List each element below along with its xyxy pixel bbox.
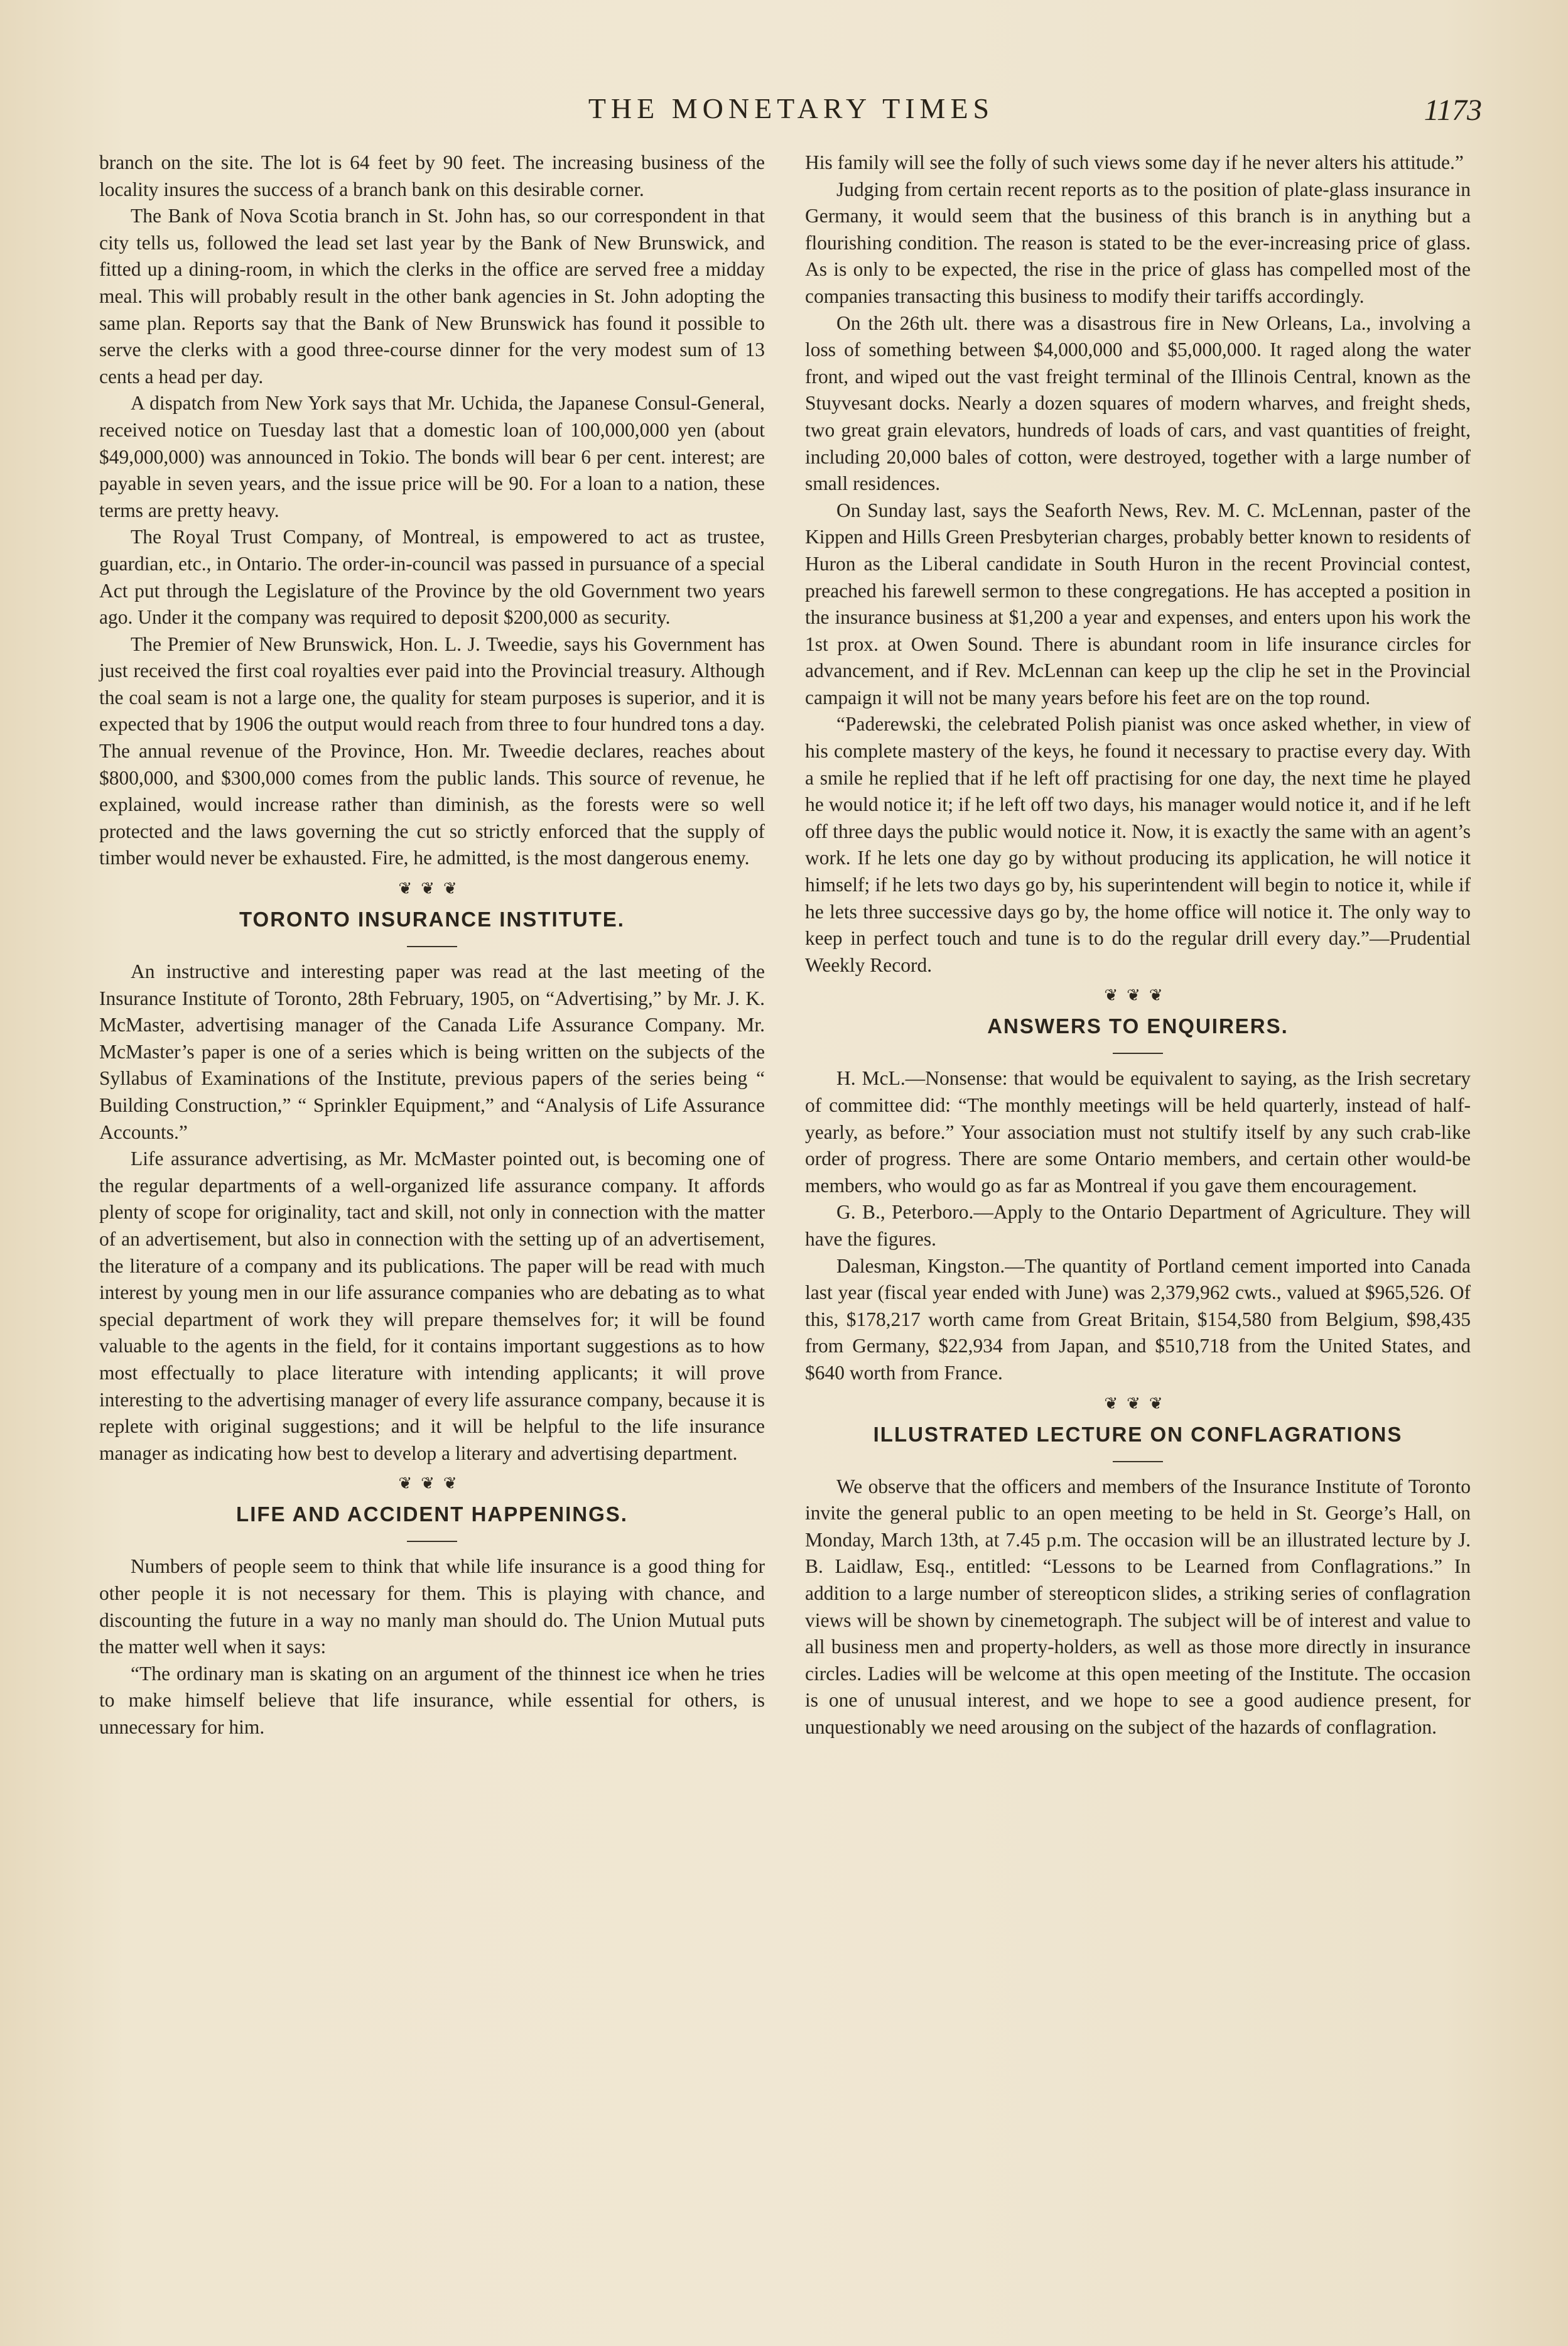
section-separator-ornament: ❦❦❦ bbox=[398, 879, 466, 898]
section-separator-ornament: ❦❦❦ bbox=[1104, 1394, 1172, 1413]
heading-rule bbox=[407, 946, 457, 947]
section-heading-life-accident: LIFE AND ACCIDENT HAPPENINGS. bbox=[236, 1502, 628, 1526]
article-paragraph: Judging from certain recent reports as to the position of plate-glass insurance in Germany, it would seem that the business of this branch is in anything but a flourishing condition. The reason is stated to be the ever-increasing price of glass. As is only to be expected, the rise in the price of glass has compelled most of the companies transacting this business to modify their tariffs accordingly. bbox=[805, 178, 1471, 307]
article-paragraph: branch on the site. The lot is 64 feet by 90 feet. The increasing business of the locality insures the success of a branch bank on this desirable corner. bbox=[99, 151, 765, 200]
article-paragraph: The Bank of Nova Scotia branch in St. John has, so our correspondent in that city tells us, followed the lead set last year by the Bank of New Brunswick, and fitted up a dining-room, in which the clerks in the office are served free a midday meal. This will probably result in the other bank agencies in St. John adopting the same plan. Reports say that the Bank of New Brunswick has found it possible to serve the clerks with a good three-course dinner for the very modest sum of 13 cents a head per day. bbox=[99, 205, 765, 388]
section-separator-ornament: ❦❦❦ bbox=[398, 1474, 466, 1493]
heading-rule bbox=[1113, 1053, 1163, 1054]
publication-title: THE MONETARY TIMES bbox=[588, 92, 995, 124]
article-paragraph: “The ordinary man is skating on an argument of the thinnest ice when he tries to make himself believe that life insurance, while essential for others, is unnecessary for him. bbox=[99, 1662, 765, 1738]
article-paragraph: Dalesman, Kingston.—The quantity of Portland cement imported into Canada last year (fiscal year ended with June) was 2,379,962 cwts., valued at $965,526. Of this, $178,217 worth came from Great Britain, $154,580 from Belgium, $98,435 from Germany, $22,934 from Japan, and $510,718 from the United States, and $640 worth from France. bbox=[805, 1254, 1471, 1384]
article-paragraph: G. B., Peterboro.—Apply to the Ontario Department of Agriculture. They will have the figures. bbox=[805, 1201, 1471, 1250]
article-paragraph: An instructive and interesting paper was read at the last meeting of the Insurance Institute of Toronto, 28th February, 1905, on “Advertising,” by Mr. J. K. McMaster, advertising manager of the Canada Life Assurance Company. Mr. McMaster’s paper is one of a series which is being written on the subjects of the Syllabus of Examinations of the Institute, previous papers of the series being “ Building Construction,” “ Sprinkler Equipment,” and “Analysis of Life Assurance Accounts.” bbox=[99, 960, 765, 1143]
article-paragraph: Numbers of people seem to think that while life insurance is a good thing for other people it is not necessary for them. This is playing with chance, and discounting the future in a way no manly man should do. The Union Mutual puts the matter well when it says: bbox=[99, 1555, 765, 1658]
section-separator-ornament: ❦❦❦ bbox=[1104, 986, 1172, 1005]
article-paragraph: The Premier of New Brunswick, Hon. L. J. Tweedie, says his Government has just received the first coal royalties ever paid into the Provincial treasury. Although the coal seam is not a large one, the quality for steam purposes is superior, and it is expected that by 1906 the output would reach from three to four hundred tons a day. The annual revenue of the Province, Hon. Mr. Tweedie declares, reaches about $800,000, and $300,000 comes from the public lands. This source of revenue, he explained, would increase rather than diminish, as the forests were so well protected and the laws governing the cut so strictly enforced that the supply of timber would never be exhausted. Fire, he admitted, is the most dangerous enemy. bbox=[99, 633, 765, 869]
article-paragraph: On Sunday last, says the Seaforth News, Rev. M. C. McLennan, paster of the Kippen and Hills Green Presbyterian charges, probably better known to residents of Huron as the Liberal candidate in South Huron in the recent Provincial contest, preached his farewell sermon to these congregations. He has accepted a position in the insurance business at $1,200 a year and expenses, and enters upon his work the 1st prox. at Owen Sound. There is abundant room in life insurance circles for advancement, and if Rev. McLennan can keep up the clip he set in the Provincial campaign it will not be many years before his feet are on the top round. bbox=[805, 499, 1471, 709]
article-paragraph: His family will see the folly of such views some day if he never alters his attitude.” bbox=[805, 151, 1464, 173]
left-column bbox=[99, 149, 765, 1740]
article-paragraph: The Royal Trust Company, of Montreal, is empowered to act as trustee, guardian, etc., in Ontario. The order-in-council was passed in pursuance of a special Act put through the Legislature of the Province by the old Government two years ago. Under it the company was required to deposit $200,000 as security. bbox=[99, 526, 765, 629]
masthead bbox=[100, 85, 1482, 142]
heading-rule bbox=[407, 1541, 457, 1542]
page-number: 1173 bbox=[1424, 94, 1482, 127]
article-paragraph: Life assurance advertising, as Mr. McMaster pointed out, is becoming one of the regular departments of a well-organized life assurance company. It affords plenty of scope for originality, tact and skill, not only in connection with the matter of an advertisement, but also in connection with the setting up of an advertisement, the literature of a company and its publications. The paper will be read with much interest by young men in our life assurance companies who are debating as to what special department of work they will prepare themselves for; it will be found valuable to the agents in the field, for it contains important suggestions as to how most effectually to place literature with intending applicants; it will prove interesting to the advertising manager of every life assurance company, because it is replete with original suggestions; and it will be helpful to the life insurance manager as indicating how best to develop a literary and advertising department. bbox=[99, 1148, 765, 1464]
section-heading-toronto-insurance-institute: TORONTO INSURANCE INSTITUTE. bbox=[239, 908, 625, 931]
article-paragraph: H. McL.—Nonsense: that would be equivalent to saying, as the Irish secretary of committee did: “The monthly meetings will be held quarterly, instead of half-yearly, as before.” Your association must not stultify itself by any such crab-like order of progress. There are some Ontario members, and certain other would-be members, who would go as far as Montreal if you gave them encouragement. bbox=[805, 1067, 1471, 1197]
article-paragraph: On the 26th ult. there was a disastrous fire in New Orleans, La., involving a loss of something between $4,000,000 and $5,000,000. It raged along the water front, and wiped out the vast freight terminal of the Illinois Central, known as the Stuyvesant docks. Nearly a dozen squares of modern wharves, and freight sheds, two great grain elevators, hundreds of loads of cars, and vast quantities of freight, including 20,000 bales of cotton, were destroyed, together with a large number of small residences. bbox=[805, 312, 1471, 495]
section-heading-answers-to-enquirers: ANSWERS TO ENQUIRERS. bbox=[987, 1014, 1289, 1038]
right-column bbox=[805, 149, 1471, 1740]
article-paragraph: We observe that the officers and members of the Insurance Institute of Toronto invite the general public to an open meeting to be held in St. George’s Hall, on Monday, March 13th, at 7.45 p.m. The occasion will be an illustrated lecture by J. B. Laidlaw, Esq., entitled: “Lessons to be Learned from Conflagrations.” In addition to a large number of stereopticon slides, a striking series of conflagration views will be shown by cinemetograph. The subject will be of interest and value to all business men and property-holders, as well as those more directly in insurance circles. Ladies will be welcome at this open meeting of the Institute. The occasion is one of unusual interest, and we hope to see a good audience present, for unquestionably we need arousing on the subject of the hazards of conflagration. bbox=[805, 1475, 1471, 1738]
section-heading-illustrated-lecture: ILLUSTRATED LECTURE ON CONFLAGRATIONS bbox=[873, 1422, 1403, 1446]
heading-rule bbox=[1113, 1461, 1163, 1462]
article-paragraph: “Paderewski, the celebrated Polish pianist was once asked whether, in view of his complete mastery of the keys, he found it necessary to practise every day. With a smile he replied that if he left off practising for one day, the next time he played he would notice it; if he left off two days, his manager would notice it, and if he left off three days the public would notice it. Now, it is exactly the same with an agent’s work. If he lets one day go by without producing its application, he will notice it himself; if he lets two days go by, his superintendent will begin to notice it, while if he lets three successive days go by, the home office will notice it. The only way to keep in perfect touch and tune is to do the regular drill every day.”—Prudential Weekly Record. bbox=[805, 713, 1471, 976]
article-paragraph: A dispatch from New York says that Mr. Uchida, the Japanese Consul-General, received notice on Tuesday last that a domestic loan of 100,000,000 yen (about $49,000,000) was announced in Tokio. The bonds will bear 6 per cent. interest; are payable in seven years, and the issue price will be 90. For a loan to a nation, these terms are pretty heavy. bbox=[99, 392, 765, 521]
